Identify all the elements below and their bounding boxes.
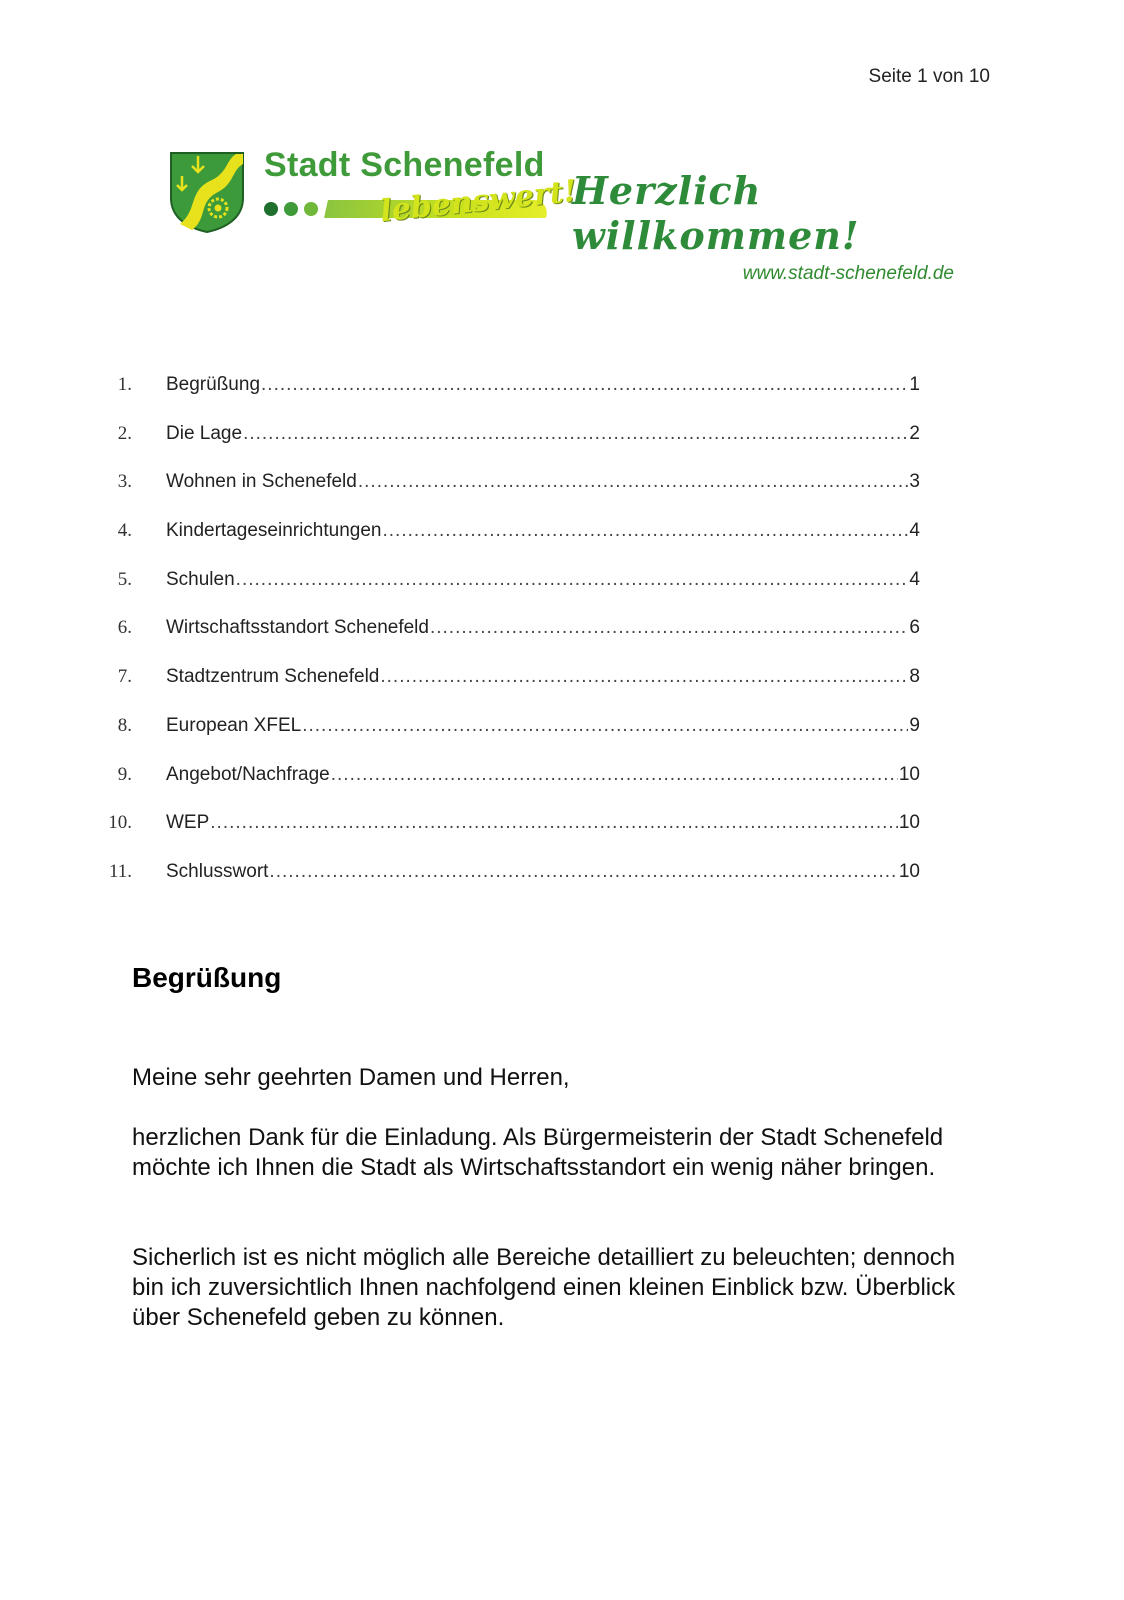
- toc-number: 4.: [117, 520, 132, 542]
- toc-item[interactable]: [100, 715, 920, 764]
- toc-item[interactable]: [100, 374, 920, 423]
- toc-page: 3: [909, 471, 920, 493]
- toc-leader: [380, 666, 908, 688]
- header-logo: [168, 146, 958, 258]
- toc-page: 9: [909, 714, 920, 736]
- toc-title: Schlusswort: [166, 860, 269, 882]
- toc-number: 10.: [108, 812, 132, 834]
- toc-leader: [383, 520, 909, 542]
- toc-page: 10: [898, 763, 920, 785]
- toc-leader: [358, 471, 909, 493]
- coat-of-arms-icon: [168, 150, 246, 234]
- toc-title: Wohnen in Schenefeld: [166, 471, 357, 493]
- toc-number: 8.: [117, 714, 132, 736]
- toc-title: Stadtzentrum Schenefeld: [166, 666, 380, 688]
- toc-item[interactable]: [100, 569, 920, 618]
- toc-title: Wirtschaftsstandort Schenefeld: [166, 617, 429, 639]
- toc-item[interactable]: [100, 812, 920, 861]
- toc-page: 1: [909, 374, 920, 395]
- table-of-contents: [100, 374, 920, 910]
- dot-1: [264, 202, 278, 216]
- toc-number: 6.: [117, 617, 132, 639]
- dot-2: [284, 202, 298, 216]
- toc-page: 2: [909, 422, 920, 444]
- toc-number: 3.: [117, 471, 132, 493]
- toc-number: 7.: [117, 666, 132, 688]
- body-paragraph: Sicherlich ist es nicht möglich alle Bereiche detailliert zu beleuchten; dennoch bin ich zuversichtlich Ihnen nachfolgend einen kleinen Einblick bzw. Überblick über Schenefeld geben zu können.: [132, 1244, 956, 1331]
- toc-number: 2.: [117, 422, 132, 444]
- toc-number: 1.: [117, 374, 132, 395]
- page-number: Seite 1 von 10: [868, 66, 990, 87]
- dot-3: [304, 202, 318, 216]
- toc-title: Kindertageseinrichtungen: [166, 520, 382, 542]
- toc-leader: [269, 861, 897, 883]
- toc-item[interactable]: [100, 471, 920, 520]
- salutation-paragraph: Meine sehr geehrten Damen und Herren,: [132, 1064, 570, 1091]
- toc-page: 8: [909, 666, 920, 688]
- welcome-heading: Herzlich willkommen!: [572, 168, 860, 258]
- toc-title: Angebot/Nachfrage: [166, 763, 330, 785]
- toc-title: European XFEL: [166, 714, 302, 736]
- toc-leader: [210, 812, 898, 834]
- toc-title: WEP: [166, 812, 210, 834]
- toc-item[interactable]: [100, 617, 920, 666]
- toc-item[interactable]: [100, 666, 920, 715]
- brand-tagline: lebenswert!: [378, 173, 579, 230]
- toc-leader: [261, 374, 908, 396]
- toc-leader: [243, 423, 908, 445]
- toc-title: Begrüßung: [166, 374, 261, 395]
- toc-page: 10: [898, 812, 920, 834]
- toc-title: Schulen: [166, 568, 235, 590]
- toc-number: 5.: [117, 568, 132, 590]
- toc-page: 10: [898, 860, 920, 882]
- toc-leader: [430, 617, 908, 639]
- toc-leader: [331, 764, 898, 786]
- toc-item[interactable]: [100, 520, 920, 569]
- toc-number: 9.: [117, 763, 132, 785]
- toc-page: 4: [909, 520, 920, 542]
- brand-name: Stadt Schenefeld: [264, 146, 545, 184]
- section-heading: Begrüßung: [132, 962, 282, 993]
- website-link[interactable]: www.stadt-schenefeld.de: [742, 263, 954, 284]
- toc-leader: [302, 715, 908, 737]
- toc-title: Die Lage: [166, 422, 243, 444]
- toc-item[interactable]: [100, 861, 920, 910]
- toc-item[interactable]: [100, 423, 920, 472]
- toc-page: 4: [909, 568, 920, 590]
- toc-number: 11.: [108, 860, 132, 882]
- body-paragraph: herzlichen Dank für die Einladung. Als Bürgermeisterin der Stadt Schenefeld möchte ich Ihnen die Stadt als Wirtschaftsstandort ein wenig näher bringen.: [132, 1124, 944, 1181]
- toc-item[interactable]: [100, 764, 920, 813]
- toc-page: 6: [909, 617, 920, 639]
- toc-leader: [236, 569, 909, 591]
